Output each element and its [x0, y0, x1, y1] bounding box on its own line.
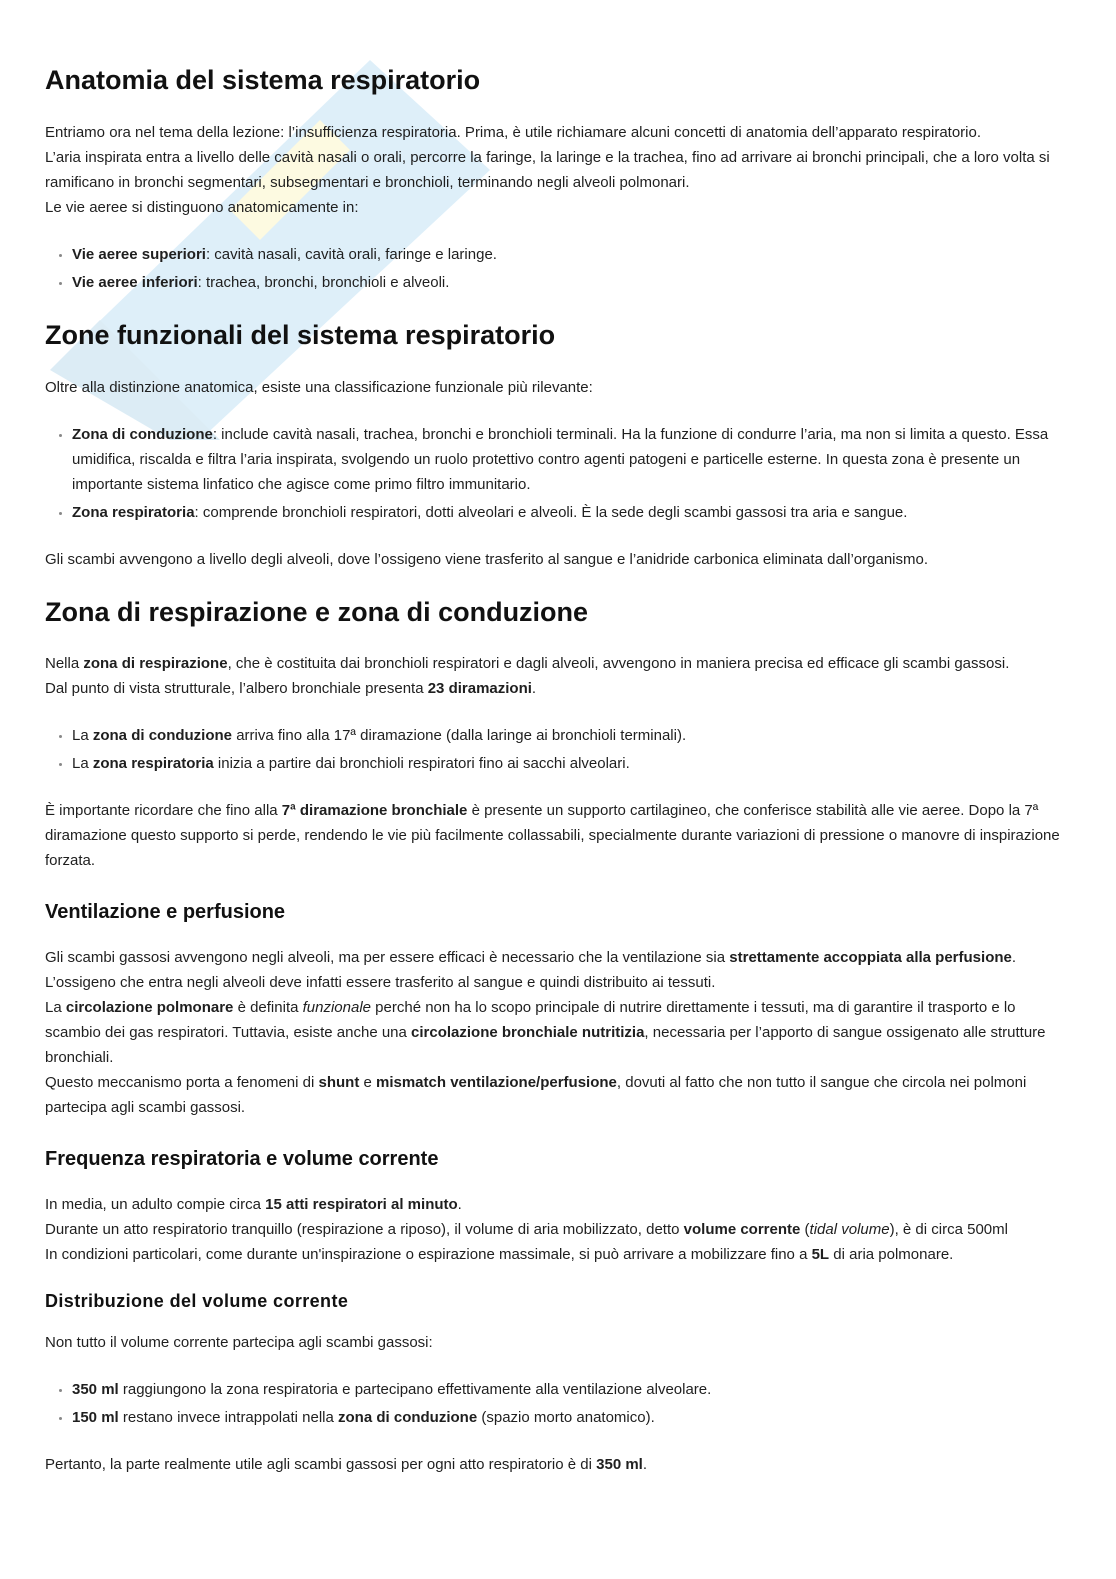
list-item: • Zona di conduzione: include cavità nasali, trachea, bronchi e bronchioli terminali. Ha la funzione di condurre l’aria, ma non si limita a questo. Essa umidifica, riscalda e filtra l’aria inspirata, svolgendo un ruolo protettivo contro agenti patogeni e particelle esterne. In questa zona è presente un importante sistema linfatico che agisce come primo filtro immunitario.: [72, 422, 1070, 497]
list-item: • Vie aeree inferiori: trachea, bronchi, bronchioli e alveoli.: [72, 270, 1070, 295]
paragraph-distribuzione-outro: Pertanto, la parte realmente utile agli scambi gassosi per ogni atto respiratorio è di 350 ml.: [45, 1456, 648, 1474]
list-item: • Vie aeree superiori: cavità nasali, cavità orali, faringe e laringe.: [72, 242, 1070, 267]
list-item: • 150 ml restano invece intrappolati nella zona di conduzione (spazio morto anatomico).: [72, 1405, 1070, 1430]
list-item: • La zona respiratoria inizia a partire dai bronchioli respiratori fino ai sacchi alveolari.: [72, 751, 1070, 776]
paragraph-frequenza: In media, un adulto compie circa 15 atti respiratori al minuto. Durante un atto respiratorio tranquillo (respirazione a riposo), il volume di aria mobilizzato, detto volume corrente (tidal volume), è di circa 500ml In condizioni particolari, come durante un'inspirazione o espirazione massimale, si può arrivare a mobilizzare fino a 5L di aria polmonare.: [45, 1196, 1008, 1264]
paragraph-zone-intro: Oltre alla distinzione anatomica, esiste una classificazione funzionale più rilevante:: [45, 378, 593, 396]
list-item: • Zona respiratoria: comprende bronchioli respiratori, dotti alveolari e alveoli. È la sede degli scambi gassosi tra aria e sangue.: [72, 500, 1070, 525]
paragraph-ventilazione: Gli scambi gassosi avvengono negli alveoli, ma per essere efficaci è necessario che la ventilazione sia strettamente accoppiata alla perfusione. L’ossigeno che entra negli alveoli deve infatti essere trasferito al sangue e quindi distribuito ai tessuti. La circolazione polmonare è definita funzionale perché non ha lo scopo principale di nutrire direttamente i tessuti, ma di garantire il trasporto e lo scambio dei gas respiratori. Tuttavia, esiste anche una circolazione bronchiale nutritizia, necessaria per l’apporto di sangue ossigenato alle strutture bronchiali. Questo meccanismo porta a fenomeni di shunt e mismatch ventilazione/perfusione, dovuti al fatto che non tutto il sangue che circola nei polmoni partecipa agli scambi gassosi.: [45, 949, 1046, 1117]
paragraph-supporto-cartilagineo: È importante ricordare che fino alla 7ª diramazione bronchiale è presente un supporto cartilagineo, che conferisce stabilità alle vie aeree. Dopo la 7ª diramazione questo supporto si perde, rendendo le vie più facilmente collassabili, specialmente durante variazioni di pressione o manovre di inspirazione forzata.: [45, 802, 1060, 870]
title-anatomia: Anatomia del sistema respiratorio: [45, 65, 481, 95]
paragraph-distribuzione-intro: Non tutto il volume corrente partecipa agli scambi gassosi:: [45, 1334, 433, 1352]
list-vie-aeree: [45, 242, 1070, 295]
paragraph-anatomia-intro: Entriamo ora nel tema della lezione: l’insufficienza respiratoria. Prima, è utile richiamare alcuni concetti di anatomia dell’apparato respiratorio. L’aria inspirata entra a livello delle cavità nasali o orali, percorre la faringe, la laringe e la trachea, fino ad arrivare ai bronchi principali, che a loro volta si ramificano in bronchi segmentari, subsegmentari e bronchioli, terminando negli alveoli polmonari. Le vie aeree si distinguono anatomicamente in:: [45, 123, 1050, 216]
paragraph-zone-outro: Gli scambi avvengono a livello degli alveoli, dove l’ossigeno viene trasferito al sangue e l’anidride carbonica eliminata dall’organismo.: [45, 550, 928, 568]
list-item: • 350 ml raggiungono la zona respiratoria e partecipano effettivamente alla ventilazione alveolare.: [72, 1377, 1070, 1402]
document-page: [45, 64, 1070, 1491]
list-distribuzione: [45, 1377, 1070, 1430]
title-distribuzione: Distribuzione del volume corrente: [45, 1291, 349, 1312]
title-ventilazione-perfusione: Ventilazione e perfusione: [45, 901, 286, 924]
title-zone-funzionali: Zone funzionali del sistema respiratorio: [45, 319, 556, 350]
list-item: • La zona di conduzione arriva fino alla 17ª diramazione (dalla laringe ai bronchioli terminali).: [72, 723, 1070, 748]
paragraph-respirazione: Nella zona di respirazione, che è costituita dai bronchioli respiratori e dagli alveoli, avvengono in maniera precisa ed efficace gli scambi gassosi. Dal punto di vista strutturale, l’albero bronchiale presenta 23 diramazioni.: [45, 655, 1010, 698]
title-frequenza-volume: Frequenza respiratoria e volume corrente: [45, 1148, 439, 1171]
title-respirazione-conduzione: Zona di respirazione e zona di conduzione: [45, 596, 589, 627]
list-zone: [45, 422, 1070, 525]
list-diramazioni: [45, 723, 1070, 776]
